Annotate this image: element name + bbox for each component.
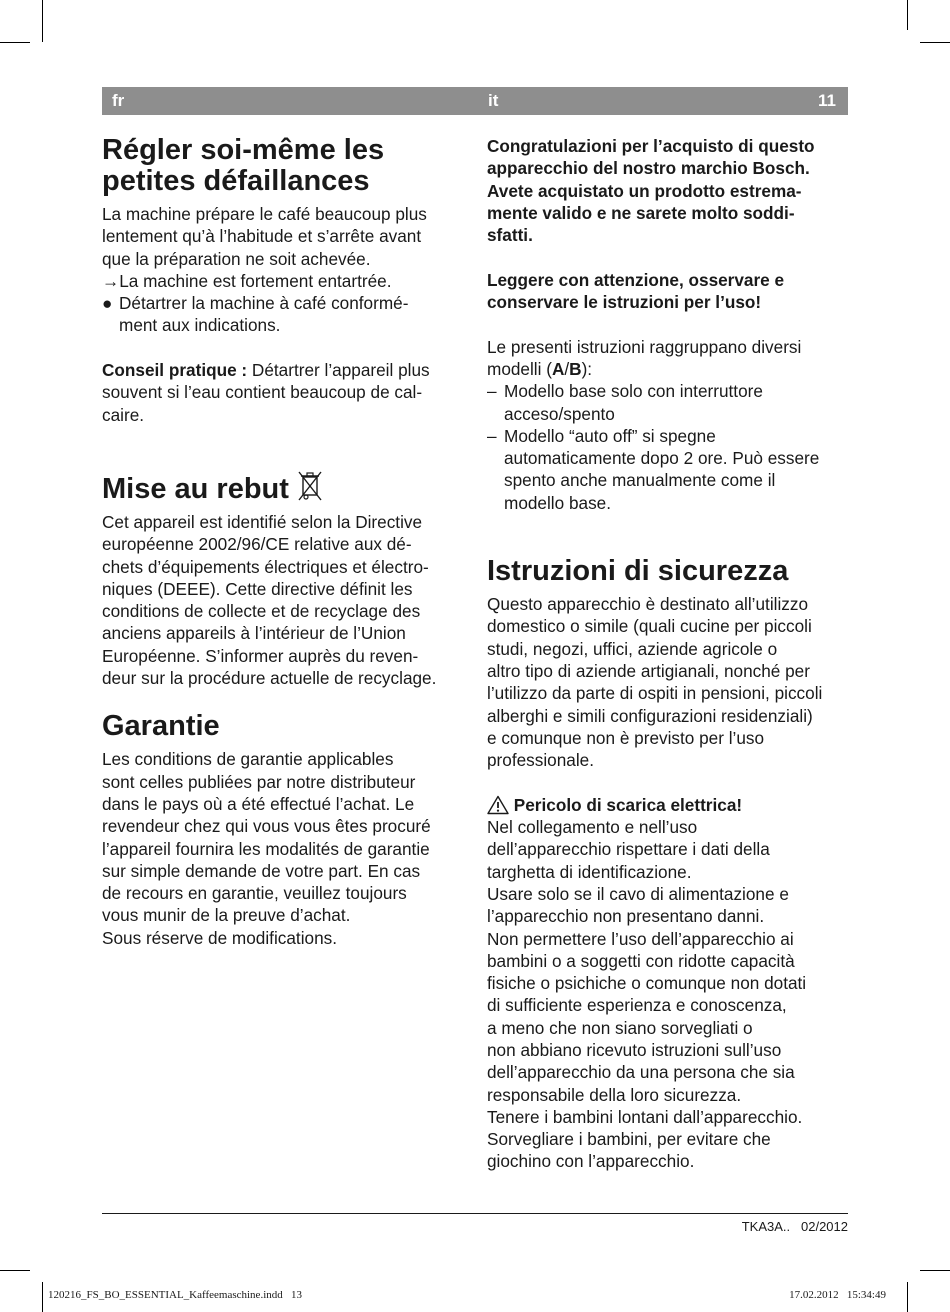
page-header-bar <box>102 87 848 115</box>
crop-mark <box>920 42 950 43</box>
edition-date: 02/2012 <box>801 1219 848 1234</box>
dash-marker: – <box>487 381 497 402</box>
remedy-bullet: ● Détartrer la machine à café conformé- ment aux indications. <box>102 293 409 336</box>
intro-paragraph: Congratulazioni per l’acquisto di questo apparecchio del nostro marchio Bosch. Avete acquistato un prodotto estrema- mente valido e ne sarete molto soddi- sfatti. <box>487 136 815 246</box>
model-list-item: – Modello base solo con interruttore acceso/spento <box>487 381 763 424</box>
model-code: TKA3A.. <box>741 1219 791 1234</box>
crop-mark <box>0 42 30 43</box>
read-instructions-paragraph: Leggere con attenzione, osservare e conservare le istruzioni per l’uso! <box>487 269 785 313</box>
warranty-paragraph: Les conditions de garantie applicables sont celles publiées par notre distributeur dans le pays où a été effectué l’achat. Le revendeur chez qui vous vous êtes procuré l’appareil fournira les modalités de garantie sur simple demande de votre part. En cas de recours en garantie, veuillez toujours vous munir de la preuve d’achat. Sous réserve de modifications. <box>102 749 431 948</box>
dash-marker: – <box>487 425 497 446</box>
tip-label: Conseil pratique : <box>102 360 248 381</box>
crop-mark <box>920 1270 950 1271</box>
bullet-icon: ● <box>102 293 113 314</box>
warning-paragraph: Nel collegamento e nell’uso dell’apparecchio rispettare i dati della targhetta di identificazione. Usare solo se il cavo di alimentazione e l’apparecchio non presentano danni. Non permettere l’uso dell’apparecchio ai bambini o a soggetti con ridotte capacità fisiche o psichiche o comunque non dotati di sufficiente esperienza e conoscenza, a meno che non siano sorvegliati o non abbiano ricevuto istruzioni sull’uso dell’apparecchio da una persona che sia responsabile della loro sicurezza. Tenere i bambini lontani dall’apparecchio. Sorvegliare i bambini, per evitare che giochino con l’apparecchio. <box>487 817 807 1172</box>
section-title-safety: Istruzioni di sicurezza <box>487 555 789 588</box>
warning-triangle-icon <box>487 795 509 815</box>
crop-mark <box>907 0 908 30</box>
footer-info <box>742 1219 848 1234</box>
page-number: 11 <box>818 91 836 110</box>
crop-mark <box>907 1282 908 1312</box>
footer-rule <box>102 1213 848 1214</box>
section-title-troubleshooting: Régler soi-même les petites défaillances <box>102 134 385 197</box>
crop-mark <box>42 0 43 42</box>
section-title-warranty: Garantie <box>102 710 220 743</box>
print-slug-timestamp: 17.02.2012 15:34:49 <box>789 1289 886 1301</box>
warning-heading <box>487 794 849 816</box>
tip-paragraph: Conseil pratique : Détartrer l’appareil plus souvent si l’eau contient beaucoup de cal- caire. <box>102 360 430 425</box>
model-b-label: B <box>569 358 582 379</box>
troubleshooting-paragraph: La machine prépare le café beaucoup plus lentement qu’à l’habitude et s’arrête avant que la préparation ne soit achevée. <box>102 204 427 269</box>
print-slug-filename: 120216_FS_BO_ESSENTIAL_Kaffeemaschine.indd 13 <box>48 1289 302 1301</box>
crop-mark <box>0 1270 30 1271</box>
language-label-it: it <box>488 91 499 110</box>
crop-mark <box>42 1282 43 1312</box>
safety-paragraph: Questo apparecchio è destinato all’utilizzo domestico o simile (quali cucine per piccoli studi, negozi, uffici, aziende agricole o altro tipo di aziende artigianali, nonché per l’utilizzo da parte di ospiti in pensioni, piccoli alberghi e simili configurazioni residenziali) e comunque non è previsto per l’uso professionale. <box>487 594 823 771</box>
cause-line: →La machine est fortement entartrée. <box>102 270 392 291</box>
section-title-disposal: Mise au rebut <box>102 470 464 505</box>
language-label-fr: fr <box>112 91 125 110</box>
warning-title: Pericolo di scarica elettrica! <box>513 794 743 815</box>
arrow-icon: → <box>102 270 120 291</box>
models-paragraph: Le presenti istruzioni raggruppano diversi modelli (A/B): <box>487 336 802 379</box>
model-a-label: A <box>551 358 565 379</box>
model-list-item: – Modello “auto off” si spegne automaticamente dopo 2 ore. Può essere spento anche manualmente come il modello base. <box>487 425 820 513</box>
left-column <box>102 130 464 949</box>
right-column <box>487 135 849 1173</box>
disposal-paragraph: Cet appareil est identifié selon la Directive européenne 2002/96/CE relative aux dé- chets d’équipements électriques et électro- niques (DEEE). Cette directive définit les conditions de collecte et de recyclage des anciens appareils à l’intérieur de l’Union Européenne. S’informer auprès du reven- deur sur la procédure actuelle de recyclage. <box>102 511 437 689</box>
crossed-out-wheelie-bin-icon <box>297 470 323 502</box>
